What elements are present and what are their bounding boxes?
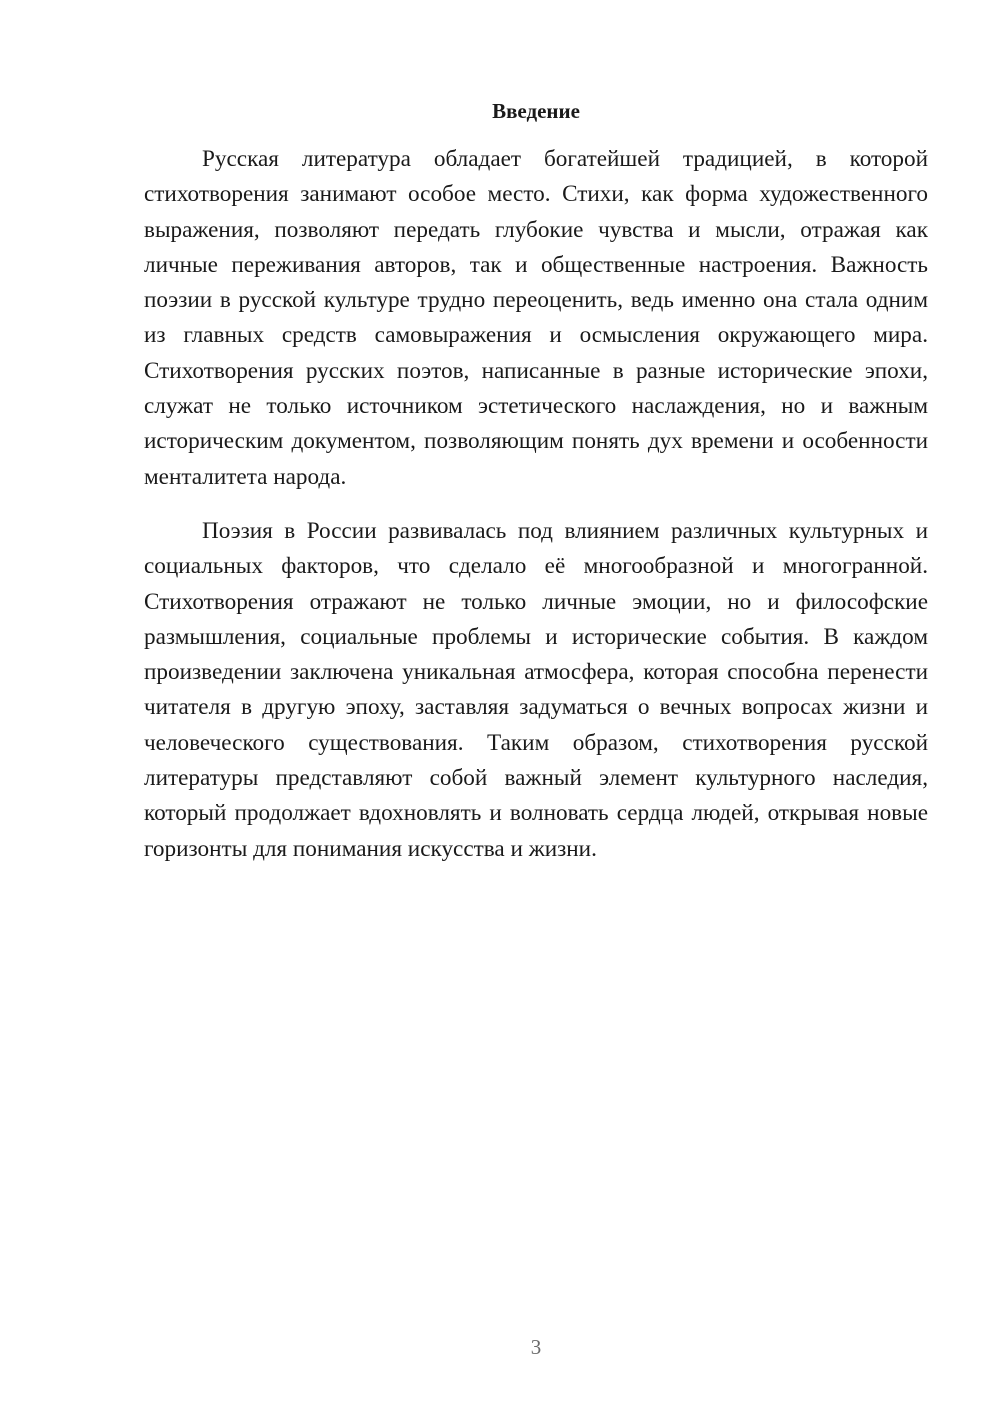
paragraph-1: Русская литература обладает богатейшей традицией, в которой стихотворения занимают особое место. Стихи, как форма художественного выражения, позволяют передать глубокие чувства и мысли, отражая как личные переживания авторов, так и общественные настроения. Важность поэзии в русской культуре трудно переоценить, ведь именно она стала одним из главных средств самовыражения и осмысления окружающего мира. Стихотворения русских поэтов, написанные в разные исторические эпохи, служат не только источником эстетического наслаждения, но и важным историческим документом, позволяющим понять дух времени и особенности менталитета народа. xyxy=(144,146,928,490)
section-heading: Введение xyxy=(492,99,580,123)
page-number: 3 xyxy=(530,1335,542,1359)
paragraph-2: Поэзия в России развивалась под влиянием различных культурных и социальных факторов, что сделало её многообразной и многогранной. Стихотворения отражают не только личные эмоции, но и философские размышления, социальные проблемы и исторические события. В каждом произведении заключена уникальная атмосфера, которая способна перенести читателя в другую эпоху, заставляя задуматься о вечных вопросах жизни и человеческого существования. Таким образом, стихотворения русской литературы представляют собой важный элемент культурного наследия, который продолжает вдохновлять и волновать сердца людей, открывая новые горизонты для понимания искусства и жизни. xyxy=(144,518,928,862)
